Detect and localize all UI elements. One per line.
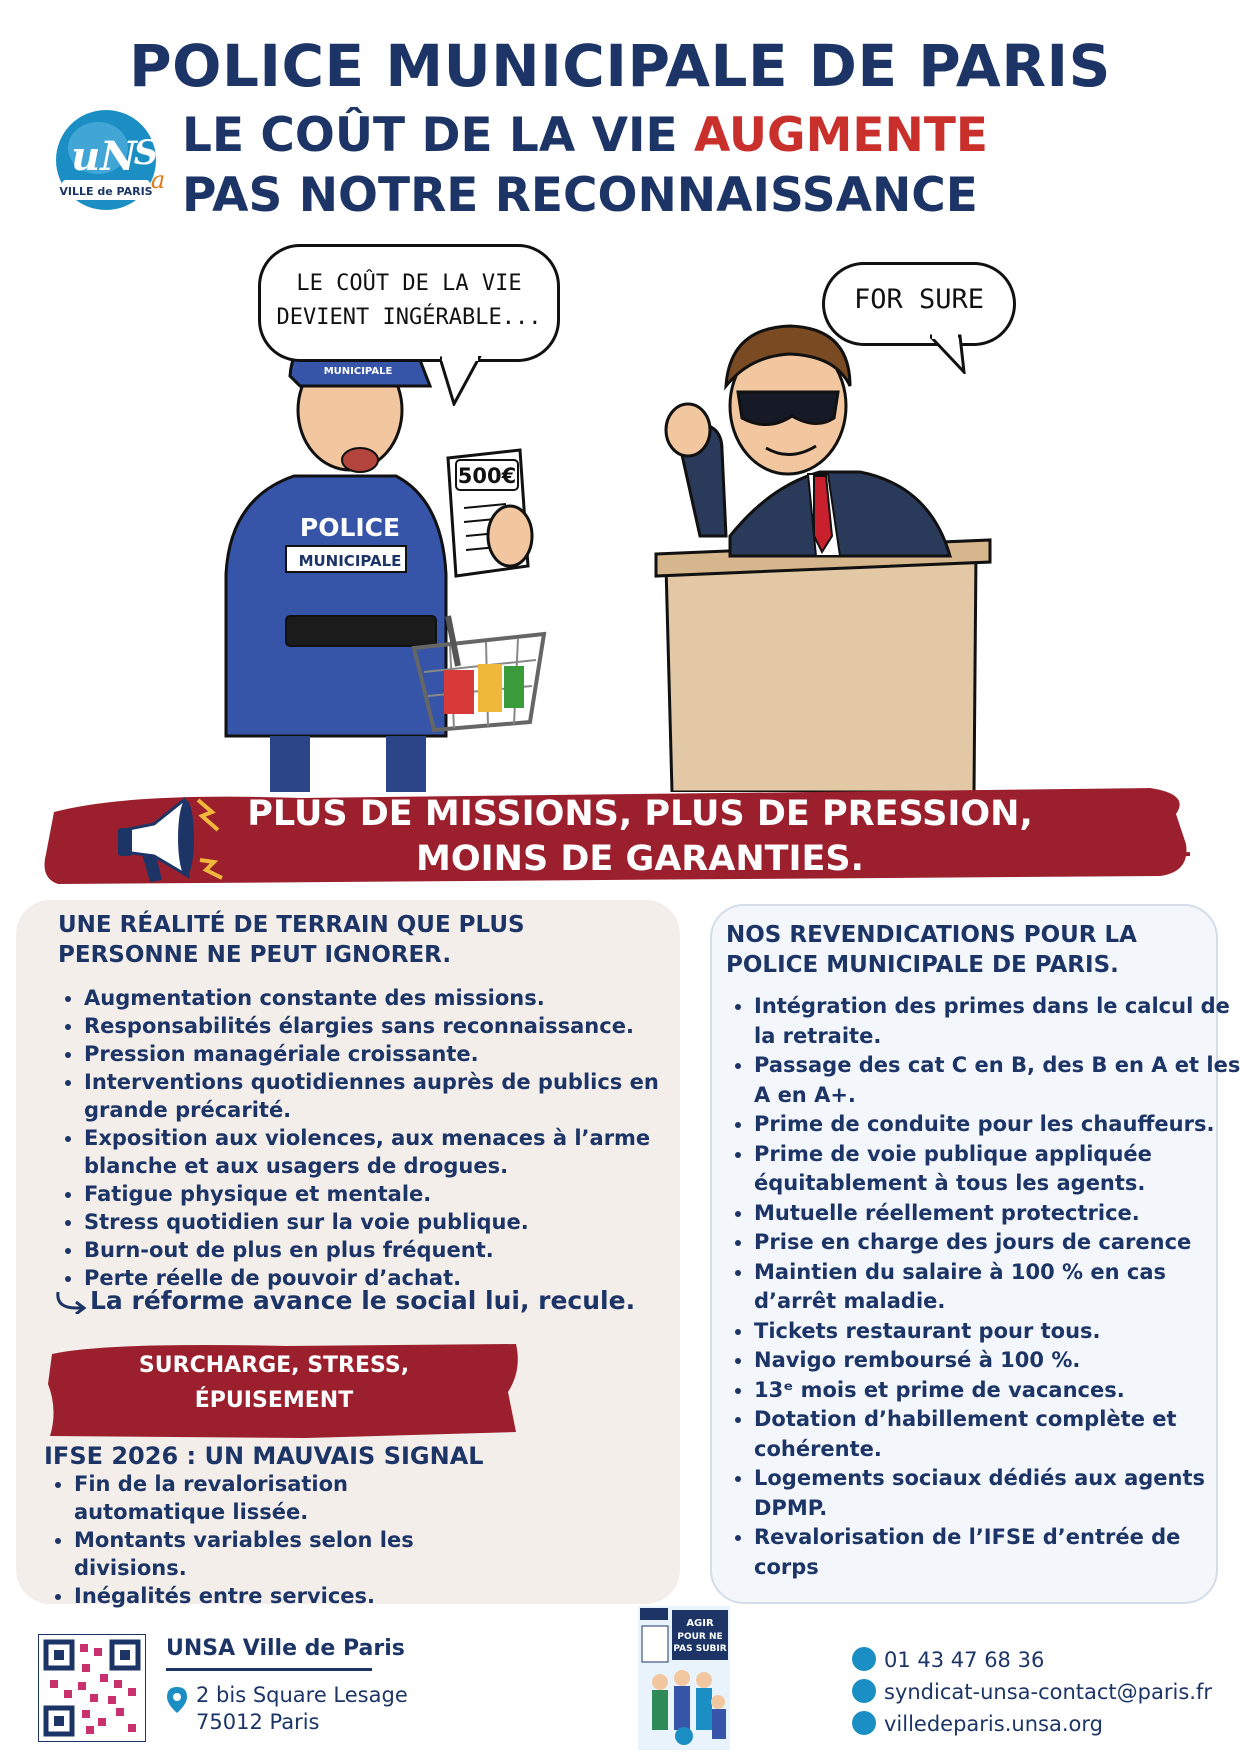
banner-text — [200, 792, 1080, 882]
list-item: • Montants variables selon les divisions. — [74, 1526, 504, 1582]
list-item: • 13ᵉ mois et prime de vacances. — [754, 1376, 1240, 1406]
poster-line1: AGIR — [686, 1618, 714, 1629]
elections-poster — [638, 1606, 730, 1750]
banner-line2: MOINS DE GARANTIES. — [416, 839, 864, 879]
receipt-amount: 500€ — [457, 464, 517, 488]
globe-icon — [852, 1711, 876, 1735]
cap-text2: MUNICIPALE — [323, 366, 393, 377]
right-heading-line1: NOS REVENDICATIONS POUR LA — [726, 922, 1137, 948]
list-item: • Stress quotidien sur la voie publique. — [84, 1208, 696, 1236]
svg-text:uN: uN — [71, 133, 137, 180]
right-panel-heading — [726, 920, 1137, 980]
phone-number: 01 43 47 68 36 — [884, 1648, 1045, 1672]
list-item: • Intégration des primes dans le calcul de la retraite. — [754, 992, 1240, 1051]
list-item: • Mutuelle réellement protectrice. — [754, 1199, 1240, 1229]
website-row[interactable] — [852, 1712, 1103, 1737]
website-url: villedeparis.unsa.org — [884, 1712, 1103, 1736]
list-item: • Prime de conduite pour les chauffeurs. — [754, 1110, 1240, 1140]
list-item: • Inégalités entre services. — [74, 1582, 504, 1610]
address-line2: 75012 Paris — [196, 1710, 320, 1734]
email-icon — [852, 1679, 876, 1703]
list-item: • Pression managériale croissante. — [84, 1040, 696, 1068]
bubble-right-tail — [930, 334, 970, 374]
list-item: • Perte réelle de pouvoir d’achat. — [84, 1264, 696, 1292]
list-item: • Tickets restaurant pour tous. — [754, 1317, 1240, 1347]
demands-list — [726, 992, 1240, 1582]
unsa-logo — [46, 104, 178, 214]
phone-row[interactable] — [852, 1648, 1044, 1673]
list-item: • Exposition aux violences, aux menaces à l’arme blanche et aux usagers de drogues. — [84, 1124, 696, 1180]
poster-line2: POUR NE — [677, 1632, 723, 1642]
list-item: • Logements sociaux dédiés aux agents DPMP. — [754, 1464, 1240, 1523]
email-address: syndicat-unsa-contact@paris.fr — [884, 1680, 1212, 1704]
vest-text2: MUNICIPALE — [298, 552, 402, 570]
ifse-list — [46, 1470, 504, 1610]
org-name: UNSA Ville de Paris — [166, 1636, 405, 1661]
address — [196, 1682, 408, 1736]
tag-text — [64, 1348, 484, 1418]
list-item: • Revalorisation de l’IFSE d’entrée de corps — [754, 1523, 1240, 1582]
bubble-left-tail — [440, 356, 500, 406]
list-item: • Interventions quotidiennes auprès de publics en grande précarité. — [84, 1068, 696, 1124]
list-item: • Fin de la revalorisation automatique lissée. — [74, 1470, 504, 1526]
list-item: • Augmentation constante des missions. — [84, 984, 696, 1012]
page-title: POLICE MUNICIPALE DE PARIS — [129, 32, 1111, 100]
bubble-left-line1: LE COÛT DE LA VIE — [296, 271, 522, 296]
list-item: • Burn-out de plus en plus fréquent. — [84, 1236, 696, 1264]
conclusion-line — [52, 1286, 635, 1315]
tag-line1: SURCHARGE, STRESS, — [138, 1353, 410, 1378]
svg-text:a: a — [150, 166, 166, 194]
list-item: • Responsabilités élargies sans reconnaissance. — [84, 1012, 696, 1040]
list-item: • Prime de voie publique appliquée équitablement à tous les agents. — [754, 1140, 1240, 1199]
poster-line3: PAS SUBIR — [673, 1644, 727, 1654]
subtitle-line1 — [182, 108, 988, 163]
ifse-title: IFSE 2026 : UN MAUVAIS SIGNAL — [44, 1442, 484, 1470]
vest-text1: POLICE — [299, 513, 401, 542]
conclusion-text: La réforme avance le social lui, recule. — [90, 1286, 636, 1315]
list-item: • Passage des cat C en B, des B en A et les A en A+. — [754, 1051, 1240, 1110]
list-item: • Fatigue physique et mentale. — [84, 1180, 696, 1208]
phone-icon — [852, 1647, 876, 1671]
list-item: • Navigo remboursé à 100 %. — [754, 1346, 1240, 1376]
qr-code[interactable] — [38, 1634, 146, 1742]
banner-line1: PLUS DE MISSIONS, PLUS DE PRESSION, — [247, 794, 1033, 834]
location-pin-icon — [166, 1686, 188, 1714]
subtitle-part1: LE COÛT DE LA VIE — [182, 108, 694, 163]
address-line1: 2 bis Square Lesage — [196, 1683, 408, 1707]
left-panel-heading — [58, 910, 525, 970]
divider — [166, 1668, 372, 1671]
tag-line2: ÉPUISEMENT — [194, 1388, 354, 1413]
logo-subtext: VILLE de PARIS — [59, 185, 153, 198]
list-item: • Dotation d’habillement complète et cohérente. — [754, 1405, 1240, 1464]
list-item: • Prise en charge des jours de carence — [754, 1228, 1240, 1258]
subtitle-highlight: AUGMENTE — [693, 108, 989, 163]
bubble-left-line2: DEVIENT INGÉRABLE... — [276, 305, 542, 330]
speech-bubble-right: FOR SURE — [822, 262, 1016, 346]
subtitle-line2: PAS NOTRE RECONNAISSANCE — [182, 168, 978, 223]
left-heading-line2: PERSONNE NE PEUT IGNORER. — [58, 942, 452, 968]
speech-bubble-left — [258, 244, 560, 362]
realities-list — [56, 984, 696, 1292]
curved-arrow-icon — [52, 1290, 90, 1314]
left-heading-line1: UNE RÉALITÉ DE TERRAIN QUE PLUS — [58, 912, 525, 938]
right-heading-line2: POLICE MUNICIPALE DE PARIS. — [726, 952, 1119, 978]
email-row[interactable] — [852, 1680, 1212, 1705]
list-item: • Maintien du salaire à 100 % en cas d’arrêt maladie. — [754, 1258, 1240, 1317]
svg-text:S: S — [133, 133, 159, 173]
